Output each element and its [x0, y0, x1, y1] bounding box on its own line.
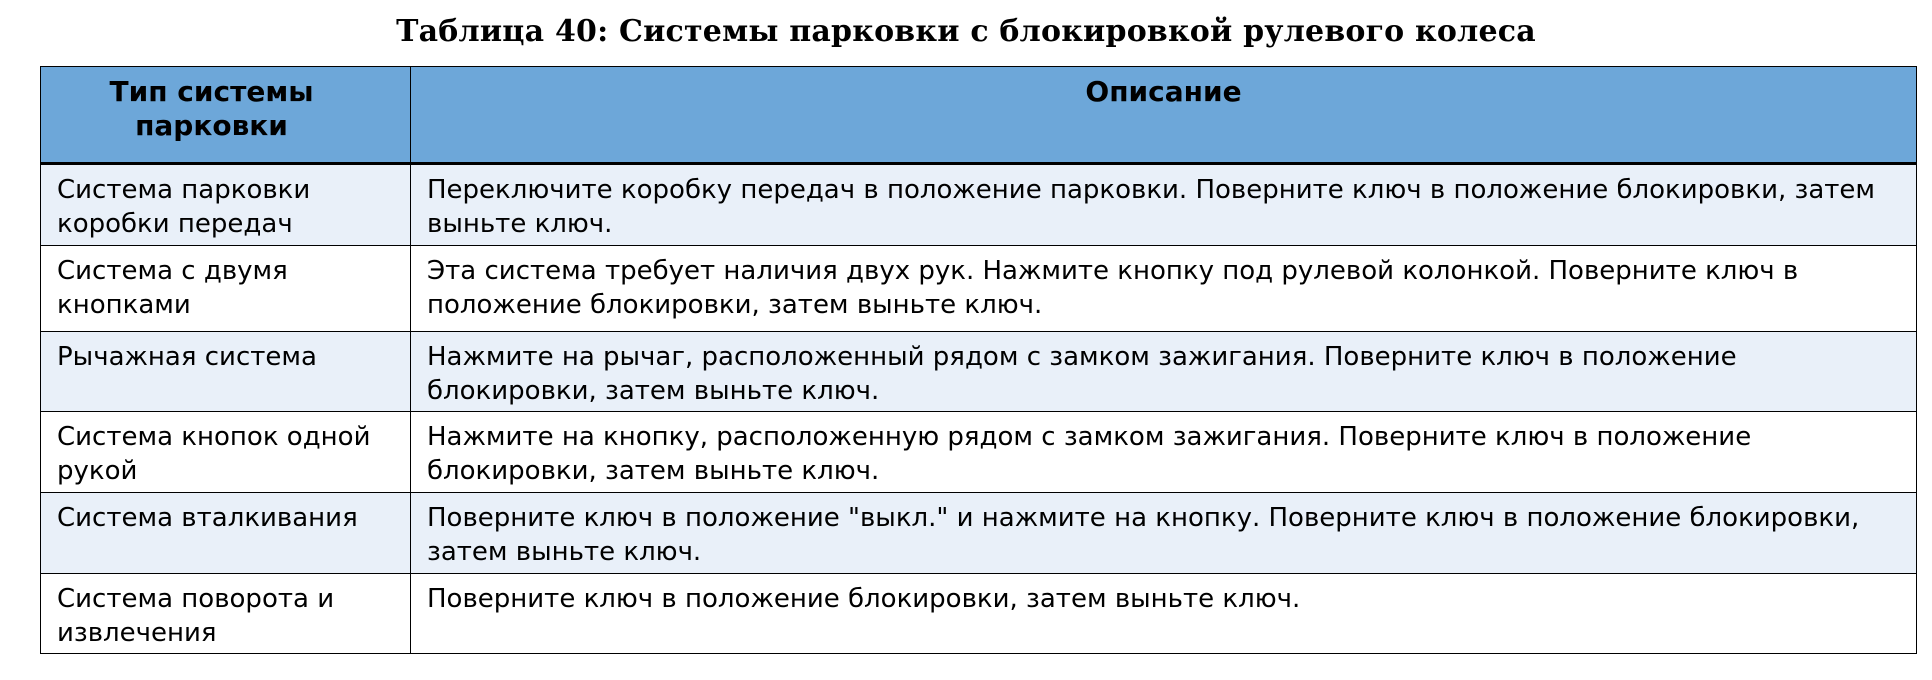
table-row [41, 164, 1917, 246]
cell-description: Нажмите на рычаг, расположенный рядом с замком зажигания. Поверните ключ в положение блокировки, затем выньте ключ. [411, 332, 1917, 412]
table-row [41, 332, 1917, 412]
cell-description: Нажмите на кнопку, расположенную рядом с замком зажигания. Поверните ключ в положение блокировки, затем выньте ключ. [411, 412, 1917, 493]
table-row [41, 412, 1917, 493]
cell-system-type: Система кнопок одной рукой [41, 412, 411, 493]
header-row [41, 67, 1917, 164]
cell-system-type: Система поворота и извлечения [41, 574, 411, 654]
cell-description: Эта система требует наличия двух рук. Нажмите кнопку под рулевой колонкой. Поверните ключ в положение блокировки, затем выньте ключ. [411, 246, 1917, 332]
table-caption: Таблица 40: Системы парковки с блокировкой рулевого колеса [396, 14, 1536, 49]
table-header [41, 67, 1917, 164]
cell-description: Поверните ключ в положение блокировки, затем выньте ключ. [411, 574, 1917, 654]
parking-systems-table [40, 66, 1917, 654]
table-row [41, 574, 1917, 654]
table-body [41, 164, 1917, 654]
cell-system-type: Рычажная система [41, 332, 411, 412]
cell-description: Переключите коробку передач в положение парковки. Поверните ключ в положение блокировки, затем выньте ключ. [411, 164, 1917, 246]
cell-system-type: Система парковки коробки передач [41, 164, 411, 246]
table-row [41, 246, 1917, 332]
column-header-description: Описание [411, 67, 1917, 164]
column-header-type: Тип системы парковки [41, 67, 411, 164]
cell-description: Поверните ключ в положение "выкл." и нажмите на кнопку. Поверните ключ в положение блокировки, затем выньте ключ. [411, 493, 1917, 574]
cell-system-type: Система с двумя кнопками [41, 246, 411, 332]
cell-system-type: Система вталкивания [41, 493, 411, 574]
table-row [41, 493, 1917, 574]
